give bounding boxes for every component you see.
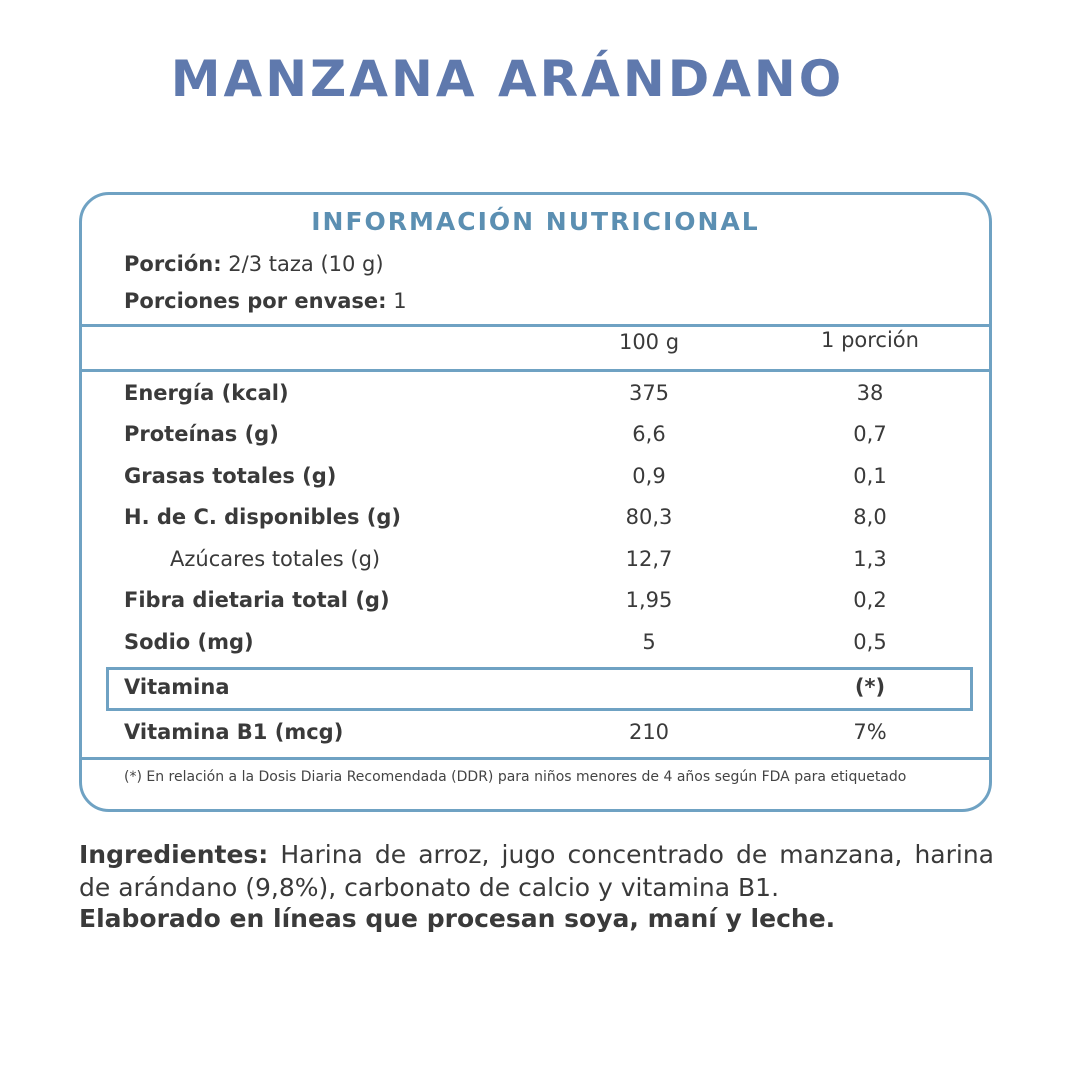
value-100g: 375 — [628, 381, 670, 405]
vitamin-header-note: (*) — [854, 675, 886, 699]
nutrient-label: Energía (kcal) — [124, 381, 289, 405]
ingredients-text: Harina de arroz, jugo concentrado de manzana, harina de arándano (9,8%), carbonato de calcio y vitamina B1. — [79, 840, 994, 902]
nutrient-row — [82, 422, 989, 462]
nutrient-label: H. de C. disponibles (g) — [124, 505, 401, 529]
ingredients-paragraph — [79, 838, 994, 904]
allergen-statement: Elaborado en líneas que procesan soya, maní y leche. — [79, 904, 836, 933]
value-portion: 7% — [853, 720, 887, 744]
value-portion: 8,0 — [853, 505, 887, 529]
servings-value: 1 — [393, 289, 407, 313]
footnote: (*) En relación a la Dosis Diaria Recomendada (DDR) para niños menores de 4 años según FDA para etiquetado — [124, 769, 907, 785]
value-100g: 210 — [628, 720, 670, 744]
ingredients-label: Ingredientes: — [79, 840, 269, 869]
nutrient-label: Grasas totales (g) — [124, 464, 337, 488]
nutrient-row — [82, 381, 989, 421]
nutrient-subrow — [82, 547, 989, 587]
nutrient-label: Sodio (mg) — [124, 630, 254, 654]
value-100g: 0,9 — [632, 464, 666, 488]
value-portion: 1,3 — [853, 547, 887, 571]
vitamin-header-row — [82, 675, 989, 715]
column-header-100g: 100 g — [618, 330, 680, 354]
panel-title: INFORMACIÓN NUTRICIONAL — [311, 207, 760, 236]
value-100g: 80,3 — [625, 505, 673, 529]
nutrient-label: Azúcares totales (g) — [170, 547, 381, 571]
value-portion: 0,1 — [853, 464, 887, 488]
portion-value: 2/3 taza (10 g) — [228, 252, 384, 276]
divider-header — [82, 369, 989, 372]
servings-label: Porciones por envase: — [124, 289, 387, 313]
divider-bottom — [82, 757, 989, 760]
product-title: MANZANA ARÁNDANO — [170, 50, 845, 108]
vitamin-header-label: Vitamina — [124, 675, 230, 699]
nutrient-label: Vitamina B1 (mcg) — [124, 720, 344, 744]
column-header-portion: 1 porción — [821, 328, 919, 352]
nutrient-label: Proteínas (g) — [124, 422, 279, 446]
value-100g: 1,95 — [625, 588, 673, 612]
nutrient-row — [82, 588, 989, 628]
nutrient-label: Fibra dietaria total (g) — [124, 588, 390, 612]
value-portion: 0,2 — [853, 588, 887, 612]
nutrient-row — [82, 630, 989, 670]
servings-line — [124, 289, 407, 313]
value-100g: 12,7 — [625, 547, 673, 571]
value-100g: 6,6 — [632, 422, 666, 446]
portion-line — [124, 252, 384, 276]
value-100g: 5 — [642, 630, 656, 654]
nutrient-row — [82, 464, 989, 504]
value-portion: 0,5 — [853, 630, 887, 654]
nutrition-panel — [79, 192, 992, 812]
portion-label: Porción: — [124, 252, 222, 276]
nutrient-row — [82, 505, 989, 545]
divider-top — [82, 324, 989, 327]
vitamin-row — [82, 720, 989, 760]
value-portion: 0,7 — [853, 422, 887, 446]
value-portion: 38 — [856, 381, 884, 405]
